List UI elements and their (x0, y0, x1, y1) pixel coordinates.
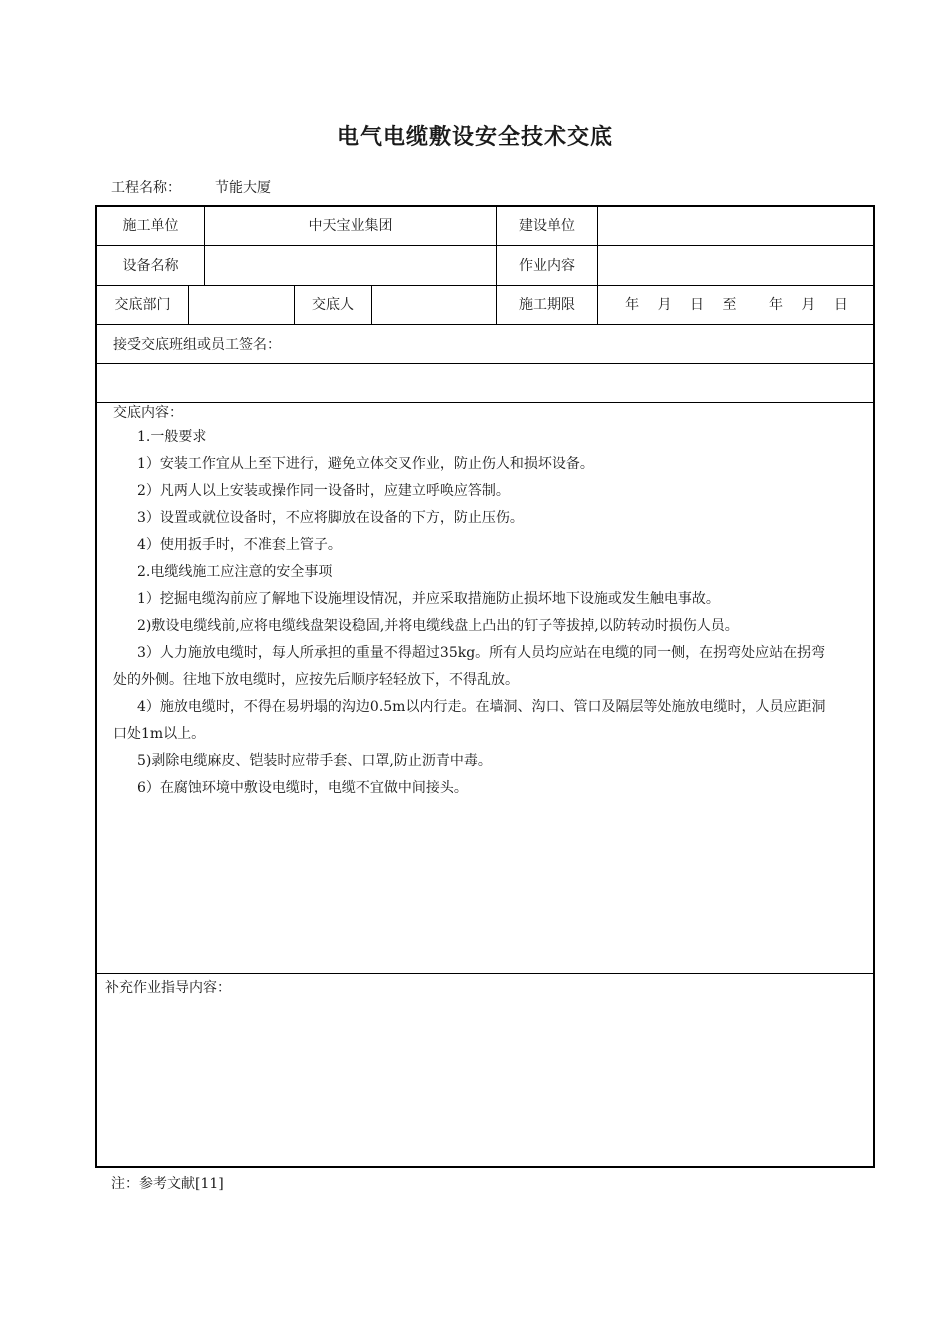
reference-note: 注：参考文献[11] (111, 1176, 224, 1192)
content-item: 4）使用扳手时，不准套上管子。 (137, 537, 342, 553)
content-item: 3）人力施放电缆时，每人所承担的重量不得超过35kg。所有人员均应站在电缆的同一侧，在拐弯处应站在拐弯处的外侧。往地下放电缆时，应按先后顺序轻轻放下，不得乱放。 (113, 645, 826, 688)
project-name-row (111, 177, 271, 197)
work-content-label: 作业内容 (519, 258, 575, 274)
construction-period-label: 施工期限 (519, 297, 575, 313)
content-item: 1）挖掘电缆沟前应了解地下设施埋设情况，并应采取措施防止损坏地下设施或发生触电事故。 (137, 591, 720, 607)
row-divider (97, 245, 873, 246)
construction-unit-label: 施工单位 (122, 218, 179, 234)
project-name-label: 工程名称： (111, 180, 181, 196)
project-name-value: 节能大厦 (215, 180, 271, 196)
construction-period-value[interactable]: 年 月 日 至 年 月 日 (625, 297, 848, 313)
owner-unit-label: 建设单位 (519, 218, 575, 234)
supplement-field[interactable] (105, 1007, 865, 1157)
handover-form-table (95, 205, 875, 1168)
content-heading: 交底内容： (113, 405, 183, 421)
handover-person-label: 交底人 (312, 297, 354, 313)
handover-content (113, 404, 833, 802)
content-item: 1）安装工作宜从上至下进行，避免立体交叉作业，防止伤人和损坏设备。 (137, 456, 594, 472)
row-divider (97, 363, 873, 364)
row-divider (97, 973, 873, 974)
row-divider (97, 324, 873, 325)
content-item: 2)敷设电缆线前,应将电缆线盘架设稳固,并将电缆线盘上凸出的钉子等拔掉,以防转动时损伤人员。 (137, 618, 739, 634)
col-divider (371, 285, 372, 324)
col-divider (188, 285, 189, 324)
construction-unit-value[interactable]: 中天宝业集团 (308, 218, 393, 234)
supplement-label: 补充作业指导内容： (105, 980, 231, 996)
content-item: 3）设置或就位设备时，不应将脚放在设备的下方，防止压伤。 (137, 510, 524, 526)
content-section: 2.电缆线施工应注意的安全事项 (137, 564, 333, 580)
content-item: 4）施放电缆时，不得在易坍塌的沟边0.5m以内行走。在墙洞、沟口、管口及隔层等处施放电缆时，人员应距洞口处1m以上。 (113, 699, 826, 742)
signature-label: 接受交底班组或员工签名： (113, 337, 281, 353)
content-item: 6）在腐蚀环境中敷设电缆时，电缆不宜做中间接头。 (137, 780, 468, 796)
handover-dept-label: 交底部门 (114, 297, 171, 313)
content-item: 5)剥除电缆麻皮、铠装时应带手套、口罩,防止沥青中毒。 (137, 753, 492, 769)
page-title: 电气电缆敷设安全技术交底 (336, 125, 613, 150)
equipment-name-label: 设备名称 (122, 258, 179, 274)
content-item: 2）凡两人以上安装或操作同一设备时，应建立呼唤应答制。 (137, 483, 510, 499)
content-section: 1.一般要求 (137, 429, 207, 445)
row-divider (97, 285, 873, 286)
